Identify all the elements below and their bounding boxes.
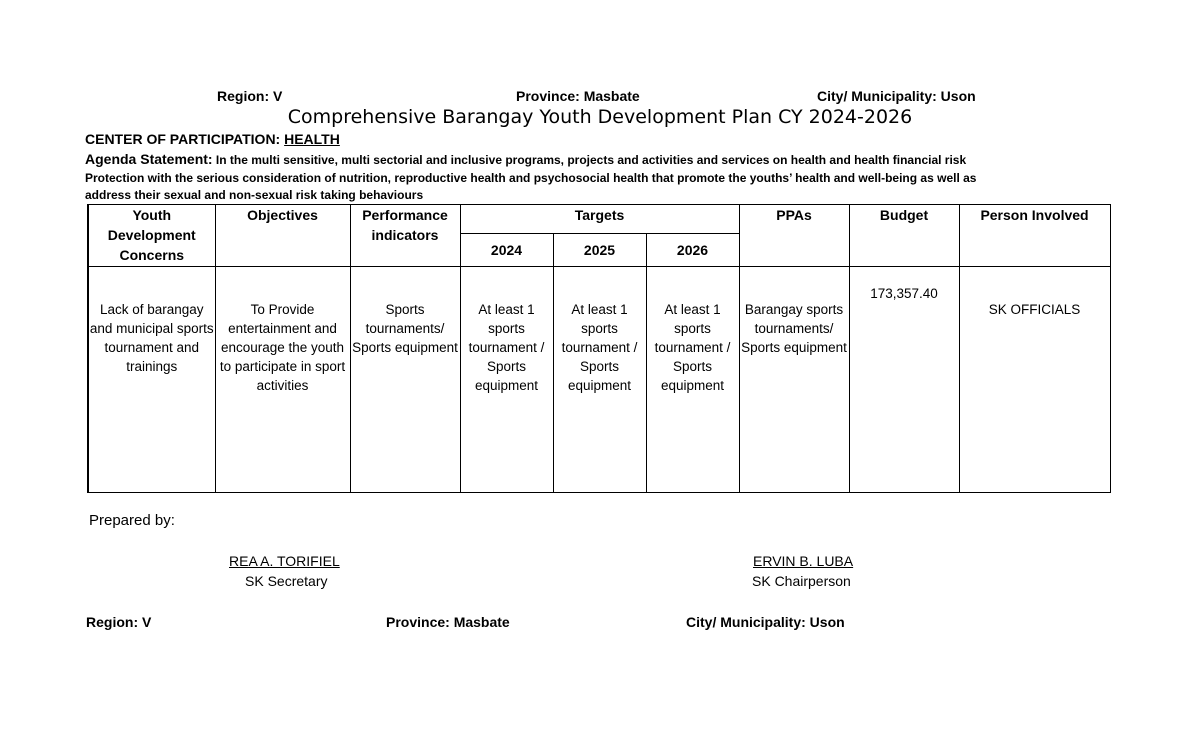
agenda-statement [85,151,1010,205]
header-ppas: PPAs [739,205,849,267]
signer2-name: ERVIN B. LUBA [753,553,854,569]
header-targets: Targets [460,205,739,234]
cell-target-2025: At least 1 sports tournament / Sports equipment [553,267,646,493]
table-header-row [88,205,1110,234]
cell-objectives: To Provide entertainment and encourage the youth to participate in sport activities [215,267,350,493]
center-of-participation [85,131,340,147]
footer-city: City/ Municipality: Uson [686,614,845,630]
table-row [88,267,1110,493]
cell-target-2024: At least 1 sports tournament / Sports equipment [460,267,553,493]
header-year-2024: 2024 [460,234,553,267]
cell-concerns: Lack of barangay and municipal sports tournament and trainings [88,267,215,493]
header-region: Region: V [217,88,283,104]
plan-table [87,204,1111,493]
cell-indicators: Sports tournaments/ Sports equipment [350,267,460,493]
cell-person: SK OFFICIALS [959,267,1110,493]
signer1-name: REA A. TORIFIEL [229,553,340,569]
center-value: HEALTH [284,131,340,147]
header-province: Province: Masbate [516,88,640,104]
header-concerns: Youth Development Concerns [88,205,215,267]
center-label: CENTER OF PARTICIPATION: [85,131,285,147]
header-city: City/ Municipality: Uson [817,88,976,104]
agenda-text: In the multi sensitive, multi sectorial and inclusive programs, projects and activities and services on health and health financial risk Protection with the serious consideration of nutrition, reproductive health and psychosocial health that promote the youths’ health and well-being as well as address their sexual and non-sexual risk taking behaviours [85,153,977,202]
header-indicators: Performance indicators [350,205,460,267]
document-title: Comprehensive Barangay Youth Development Plan CY 2024-2026 [287,106,913,128]
header-person: Person Involved [959,205,1110,267]
header-objectives: Objectives [215,205,350,267]
header-budget: Budget [849,205,959,267]
signer2-role: SK Chairperson [752,573,851,589]
cell-ppas: Barangay sports tournaments/ Sports equipment [739,267,849,493]
footer-region: Region: V [86,614,152,630]
cell-target-2026: At least 1 sports tournament / Sports equipment [646,267,739,493]
cell-budget: 173,357.40 [849,267,959,493]
footer-province: Province: Masbate [386,614,510,630]
header-year-2026: 2026 [646,234,739,267]
agenda-label: Agenda Statement: [85,151,213,167]
signer1-role: SK Secretary [245,573,328,589]
prepared-by-label: Prepared by: [89,512,175,529]
header-year-2025: 2025 [553,234,646,267]
